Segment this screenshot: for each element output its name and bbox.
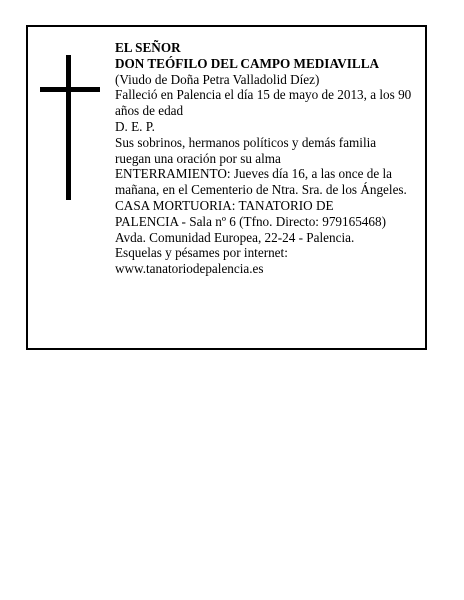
widower-note: (Viudo de Doña Petra Valladolid Díez) [115,71,320,87]
burial-line-cont: mañana, en el Cementerio de Ntra. Sra. de los Ángeles. [115,182,407,198]
family-line-cont: ruegan una oración por su alma [115,150,281,166]
funeral-home-room: PALENCIA - Sala nº 6 (Tfno. Directo: 979165468) [115,213,386,229]
death-details-cont: años de edad [115,103,184,119]
burial-line: ENTERRAMIENTO: Jueves día 16, a las once de la [115,166,392,182]
family-line: Sus sobrinos, hermanos políticos y demás familia [115,134,377,150]
condolences-url: www.tanatoriodepalencia.es [115,261,264,277]
notice-heading: EL SEÑOR [115,40,181,55]
obituary-notice [26,25,427,350]
funeral-home-address: Avda. Comunidad Europea, 22-24 - Palencia. [115,229,355,245]
deceased-name: DON TEÓFILO DEL CAMPO MEDIAVILLA [115,55,380,71]
funeral-home-line: CASA MORTUORIA: TANATORIO DE [115,197,334,213]
cross-horizontal-bar [40,87,100,92]
rip-line: D. E. P. [115,118,155,134]
cross-icon [40,55,100,200]
condolences-label: Esquelas y pésames por internet: [115,245,288,261]
death-details: Falleció en Palencia el día 15 de mayo de 2013, a los 90 [115,87,412,103]
cross-vertical-bar [66,55,71,200]
notice-text [115,40,427,277]
